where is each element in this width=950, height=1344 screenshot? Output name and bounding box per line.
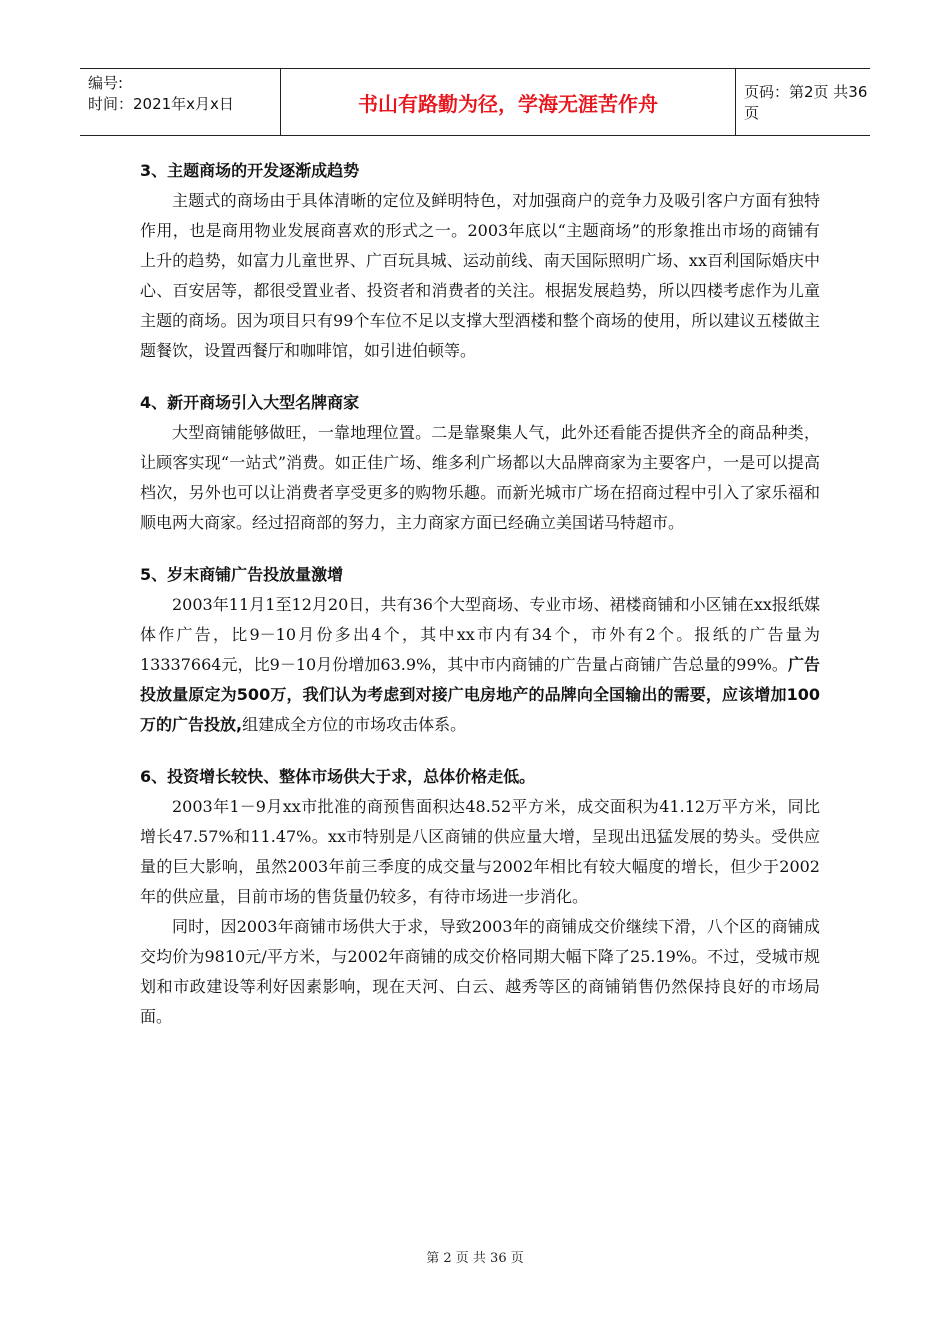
page-header: [80, 68, 870, 136]
paragraph: 2003年1－9月xx市批准的商预售面积达48.52平方米，成交面积为41.12万平方米，同比增长47.57%和11.47%。xx市特别是八区商铺的供应量大增，呈现出迅猛发展的势头。受供应量的巨大影响，虽然2003年前三季度的成交量与2002年相比有较大幅度的增长，但少于2002年的供应量，目前市场的售货量仍较多，有待市场进一步消化。: [140, 797, 820, 906]
header-motto-cell: [281, 69, 736, 135]
section-3: [140, 156, 820, 366]
section-title: 3、主题商场的开发逐渐成趋势: [140, 161, 360, 180]
paragraph: 主题式的商场由于具体清晰的定位及鲜明特色，对加强商户的竞争力及吸引客户方面有独特作用，也是商用物业发展商喜欢的形式之一。2003年底以“主题商场”的形象推出市场的商铺有上升的趋势，如富力儿童世界、广百玩具城、运动前线、南天国际照明广场、xx百利国际婚庆中心、百安居等，都很受置业者、投资者和消费者的关注。根据发展趋势，所以四楼考虑作为儿童主题的商场。因为项目只有99个车位不足以支撑大型酒楼和整个商场的使用，所以建议五楼做主题餐饮，设置西餐厅和咖啡馆，如引进伯顿等。: [140, 191, 820, 360]
section-6: [140, 762, 820, 1032]
section-title: 6、投资增长较快、整体市场供大于求，总体价格走低。: [140, 767, 536, 786]
number-label: 编号:: [88, 74, 124, 92]
section-5: [140, 560, 820, 740]
header-meta: [80, 69, 281, 135]
header-page-label: 页码：第2页 共36页: [744, 83, 868, 122]
paragraph: 同时，因2003年商铺市场供大于求，导致2003年的商铺成交价继续下滑，八个区的商铺成交均价为9810元/平方米，与2002年商铺的成交价格同期大幅下降了25.19%。不过，受城市规划和市政建设等利好因素影响，现在天河、白云、越秀等区的商铺销售仍然保持良好的市场局面。: [140, 917, 820, 1026]
date-label: 时间：2021年x月x日: [88, 95, 234, 113]
paragraph-tail-text: 组建成全方位的市场攻击体系。: [242, 715, 467, 734]
header-motto: 书山有路勤为径，学海无涯苦作舟: [358, 91, 658, 116]
document-body: [140, 156, 820, 1054]
section-4: [140, 388, 820, 538]
header-page-cell: [736, 69, 870, 135]
section-title: 5、岁末商铺广告投放量激增: [140, 565, 344, 584]
section-title: 4、新开商场引入大型名牌商家: [140, 393, 360, 412]
paragraph: 大型商铺能够做旺，一靠地理位置。二是靠聚集人气，此外还看能否提供齐全的商品种类，让顾客实现“一站式”消费。如正佳广场、维多利广场都以大品牌商家为主要客户，一是可以提高档次，另外也可以让消费者享受更多的购物乐趣。而新光城市广场在招商过程中引入了家乐福和顺电两大商家。经过招商部的努力，主力商家方面已经确立美国诺马特超市。: [140, 423, 820, 532]
page-footer: 第 2 页 共 36 页: [426, 1251, 524, 1266]
paragraph: [140, 590, 820, 740]
paragraph-bold-text: 广告投放量原定为500万，我们认为考虑到对接广电房地产的品牌向全国输出的需要，应该增加100万的广告投放,: [140, 655, 820, 734]
paragraph-text: 2003年11月1至12月20日，共有36个大型商场、专业市场、裙楼商铺和小区铺在xx报纸媒体作广告，比9－10月份多出4个，其中xx市内有34个，市外有2个。报纸的广告量为13337664元，比9－10月份增加63.9%，其中市内商铺的广告量占商铺广告总量的99%。: [140, 595, 820, 674]
